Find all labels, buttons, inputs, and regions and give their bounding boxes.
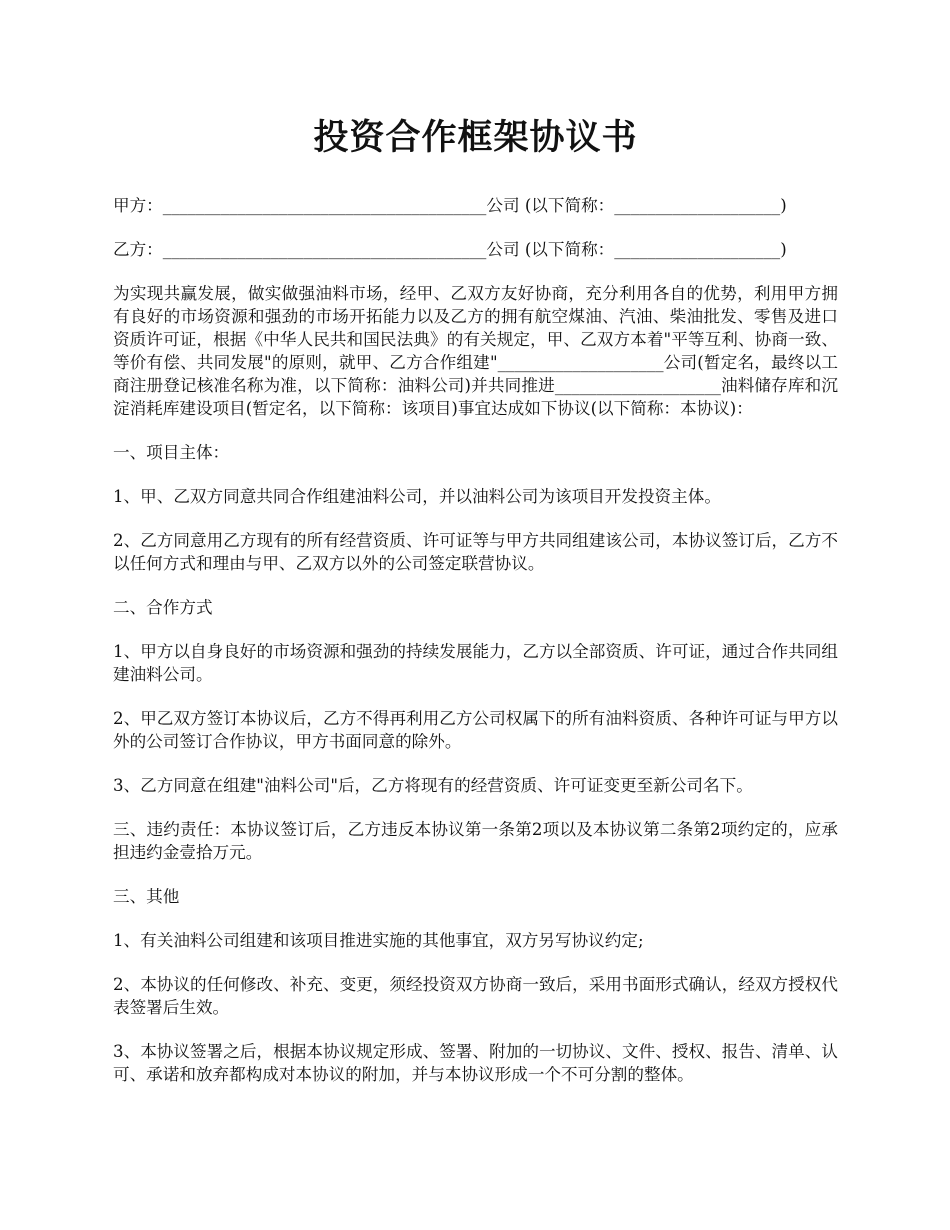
clause-2-2: 2、甲乙双方签订本协议后，乙方不得再利用乙方公司权属下的所有油料资质、各种许可证与甲方以外的公司签订合作协议，甲方书面同意的除外。 <box>113 709 838 751</box>
clause-3-2: 2、本协议的任何修改、补充、变更，须经投资双方协商一致后，采用书面形式确认，经双方授权代表签署后生效。 <box>113 975 838 1017</box>
clause-1-1: 1、甲、乙双方同意共同合作组建油料公司，并以油料公司为该项目开发投资主体。 <box>113 487 721 506</box>
section-heading-project-subject: 一、项目主体： <box>113 443 230 462</box>
clause-2-3: 3、乙方同意在组建"油料公司"后，乙方将现有的经营资质、许可证变更至新公司名下。 <box>113 776 753 795</box>
preamble-paragraph: 为实现共赢发展，做实做强油料市场，经甲、乙双方友好协商，充分利用各自的优势，利用甲方拥有良好的市场资源和强劲的市场开拓能力以及乙方的拥有航空煤油、汽油、柴油批发、零售及进口资质许可证，根据《中华人民共和国民法典》的有关规定，甲、乙双方本着"平等互利、协商一致、等价有偿、共同发展"的原则，就甲、乙方合作组建"____________________公司(暂定名，最终以工商注册登记核准名称为准，以下简称：油料公司)并共同推进____________________油料储存库和沉淀消耗库建设项目(暂定名，以下简称：该项目)事宜达成如下协议(以下简称：本协议)： <box>113 284 838 418</box>
section-heading-other: 三、其他 <box>113 887 180 906</box>
clause-3-3: 3、本协议签署之后，根据本协议规定形成、签署、附加的一切协议、文件、授权、报告、清单、认可、承诺和放弃都构成对本协议的附加，并与本协议形成一个不可分割的整体。 <box>113 1042 838 1084</box>
party-a-line: 甲方：_______________________________________公司 (以下简称：____________________) <box>113 196 787 215</box>
section-heading-cooperation-mode: 二、合作方式 <box>113 598 213 617</box>
section-liability: 三、违约责任：本协议签订后，乙方违反本协议第一条第2项以及本协议第二条第2项约定的，应承担违约金壹拾万元。 <box>113 820 838 862</box>
party-b-line: 乙方：_______________________________________公司 (以下简称：____________________) <box>113 240 787 259</box>
document-page <box>113 110 838 1107</box>
clause-3-1: 1、有关油料公司组建和该项目推进实施的其他事宜，双方另写协议约定; <box>113 931 644 950</box>
clause-1-2: 2、乙方同意用乙方现有的所有经营资质、许可证等与甲方共同组建该公司，本协议签订后，乙方不以任何方式和理由与甲、乙双方以外的公司签定联营协议。 <box>113 531 838 573</box>
clause-2-1: 1、甲方以自身良好的市场资源和强劲的持续发展能力，乙方以全部资质、许可证，通过合作共同组建油料公司。 <box>113 642 838 684</box>
document-title: 投资合作框架协议书 <box>313 117 638 158</box>
